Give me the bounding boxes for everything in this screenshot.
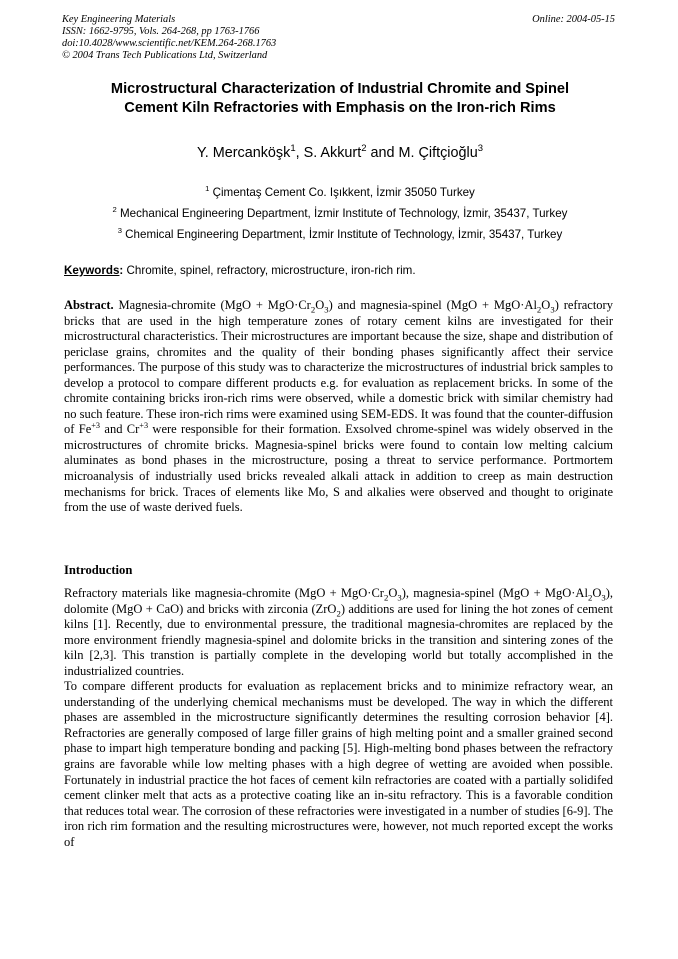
author-separator: , — [295, 145, 304, 161]
keywords-text: Chromite, spinel, refractory, microstructure, iron-rich rim. — [123, 264, 416, 277]
abstract-text: and Cr — [100, 422, 140, 437]
journal-name: Key Engineering Materials — [62, 14, 176, 25]
author-affil-mark: 2 — [361, 143, 367, 155]
subscript: 2 — [536, 304, 542, 315]
affiliation — [60, 203, 620, 224]
affiliation-number: 3 — [117, 226, 122, 236]
keywords-line — [64, 263, 616, 278]
affiliation-number: 1 — [205, 184, 210, 194]
affiliation-text: Mechanical Engineering Department, İzmir Institute of Technology, İzmir, 35437, Turkey — [120, 207, 568, 220]
body-text: Refractory materials like magnesia-chromite (MgO + MgO·Cr — [64, 586, 384, 600]
affiliation — [60, 182, 620, 203]
body-text: ) additions are used for lining the hot zones of cement kilns [1]. Recently, due to environmental pressure, the traditional magnesia-chromites are replaced by the more environment friendly magnesia-spinel and dolomite bricks in the transition and sintering zones of the kiln [2,3]. This transtion is partially complete in the developing world but totally accomplished in the industrialized countries. — [64, 601, 613, 678]
title-line-1: Microstructural Characterization of Industrial Chromite and Spinel — [110, 81, 570, 97]
body-text: ), dolomite (MgO + CaO) and bricks with zirconia (ZrO — [64, 586, 614, 616]
subscript: 3 — [601, 592, 606, 603]
author-affil-mark: 3 — [477, 143, 483, 155]
copyright-line: © 2004 Trans Tech Publications Ltd, Switzerland — [62, 50, 268, 61]
affiliation-list — [60, 182, 620, 245]
affiliation-text: Chemical Engineering Department, İzmir Institute of Technology, İzmir, 35437, Turkey — [125, 228, 563, 241]
subscript: 2 — [383, 592, 389, 603]
abstract-paragraph — [64, 298, 613, 516]
subscript: 3 — [324, 304, 329, 315]
body-paragraph — [64, 586, 613, 679]
issn-line: ISSN: 1662-9795, Vols. 264-268, pp 1763-1766 — [62, 26, 260, 37]
author-affil-mark: 1 — [290, 143, 296, 155]
keywords-label: Keywords — [64, 264, 120, 277]
abstract-text: O — [315, 298, 325, 312]
body-paragraph: To compare different products for evaluation as replacement bricks and to minimize refractory wear, an understanding of the underlying chemical mechanisms must be developed. The way in which the different phases are assembled in the microstructure significantly determines the resulting corrosion behavior [4]. Refractories are generally composed of large filler grains of high melting point and a smaller grained second phase to impart high temperature bonding and packing [5]. High-melting bond phases between the refractory grains are favorable while low melting phases with a high degree of wetting are avoided when possible. Fortunately in industrial practice the hot faces of cement kiln refractories are coated with a partially solidifed cement clinker melt that acts as a protective coating like an in-situ refractory. This is a favorable condition that reduces total wear. The corrosion of these refractories were investigated in a number of studies [6-9]. The iron rich rim formation and the resulting microstructures were, however, not much reported except the works of — [64, 679, 613, 849]
abstract-text: O — [541, 298, 551, 312]
abstract-text: ) and magnesia-spinel (MgO + MgO·Al — [328, 298, 537, 312]
abstract-text: were responsible for their formation. Exsolved chrome-spinel was widely observed in the microstructures of chromite bricks. Magnesia-spinel bricks were found to contain low melting calcium aluminates as bond phases in the microstructure, posing a threat to service performance. Portmortem microanalysis of industrially used bricks revealed alkali attack in addition to creep as main destruction mechanisms for brick. Traces of elements like Mo, S and alkalies were observed and thought to originate from the use of waste derived fuels. — [64, 422, 613, 515]
subscript: 2 — [336, 608, 341, 619]
subscript: 3 — [550, 304, 555, 315]
doi-line: doi:10.4028/www.scientific.net/KEM.264-268.1763 — [62, 38, 277, 49]
subscript: 3 — [397, 592, 402, 603]
affiliation-number: 2 — [112, 205, 117, 215]
body-text: ), magnesia-spinel (MgO + MgO·Al — [401, 586, 588, 600]
subscript: 2 — [310, 304, 316, 315]
abstract-section — [64, 298, 613, 516]
superscript: +3 — [139, 421, 149, 431]
keywords-colon: : — [119, 264, 124, 277]
author-name: M. Çiftçioğlu — [398, 145, 478, 161]
affiliation-text: Çimentaş Cement Co. Işıkkent, İzmir 35050 Turkey — [212, 186, 475, 199]
abstract-text: Magnesia-chromite (MgO + MgO·Cr — [113, 298, 311, 312]
superscript: +3 — [91, 421, 101, 431]
journal-header — [62, 14, 615, 62]
author-list — [60, 144, 620, 162]
affiliation — [60, 224, 620, 245]
introduction-heading: Introduction — [64, 563, 133, 577]
body-text: O — [388, 586, 398, 600]
online-date: Online: 2004-05-15 — [532, 14, 615, 25]
subscript: 2 — [587, 592, 593, 603]
introduction-section — [64, 586, 613, 850]
abstract-label: Abstract. — [64, 298, 114, 312]
body-text: O — [592, 586, 602, 600]
paper-title — [60, 80, 620, 118]
author-name: S. Akkurt — [303, 145, 362, 161]
author-name: Y. Mercanköşk — [197, 145, 291, 161]
title-line-2: Cement Kiln Refractories with Emphasis on the Iron-rich Rims — [124, 100, 556, 116]
abstract-text: ) refractory bricks that are used in the high temperature zones of rotary cement kilns are investigated for their microstructural characteristics. Their microstructures are important because the size, shape and distribution of periclase grains, chromites and the quality of their bonding phases significantly affect their service performances. The purpose of this study was to characterize the microstructures of industrial brick samples to develop a protocol to compare different products e.g. for evaluation as replacement bricks. In some of the chromite containing bricks iron-rich rims were observed, while a domestic brick with similar chemistry had no such feature. These iron-rich rims were examined using SEM-EDS. It was found that the counter-diffusion of Fe — [64, 298, 613, 437]
author-separator: and — [366, 145, 399, 161]
